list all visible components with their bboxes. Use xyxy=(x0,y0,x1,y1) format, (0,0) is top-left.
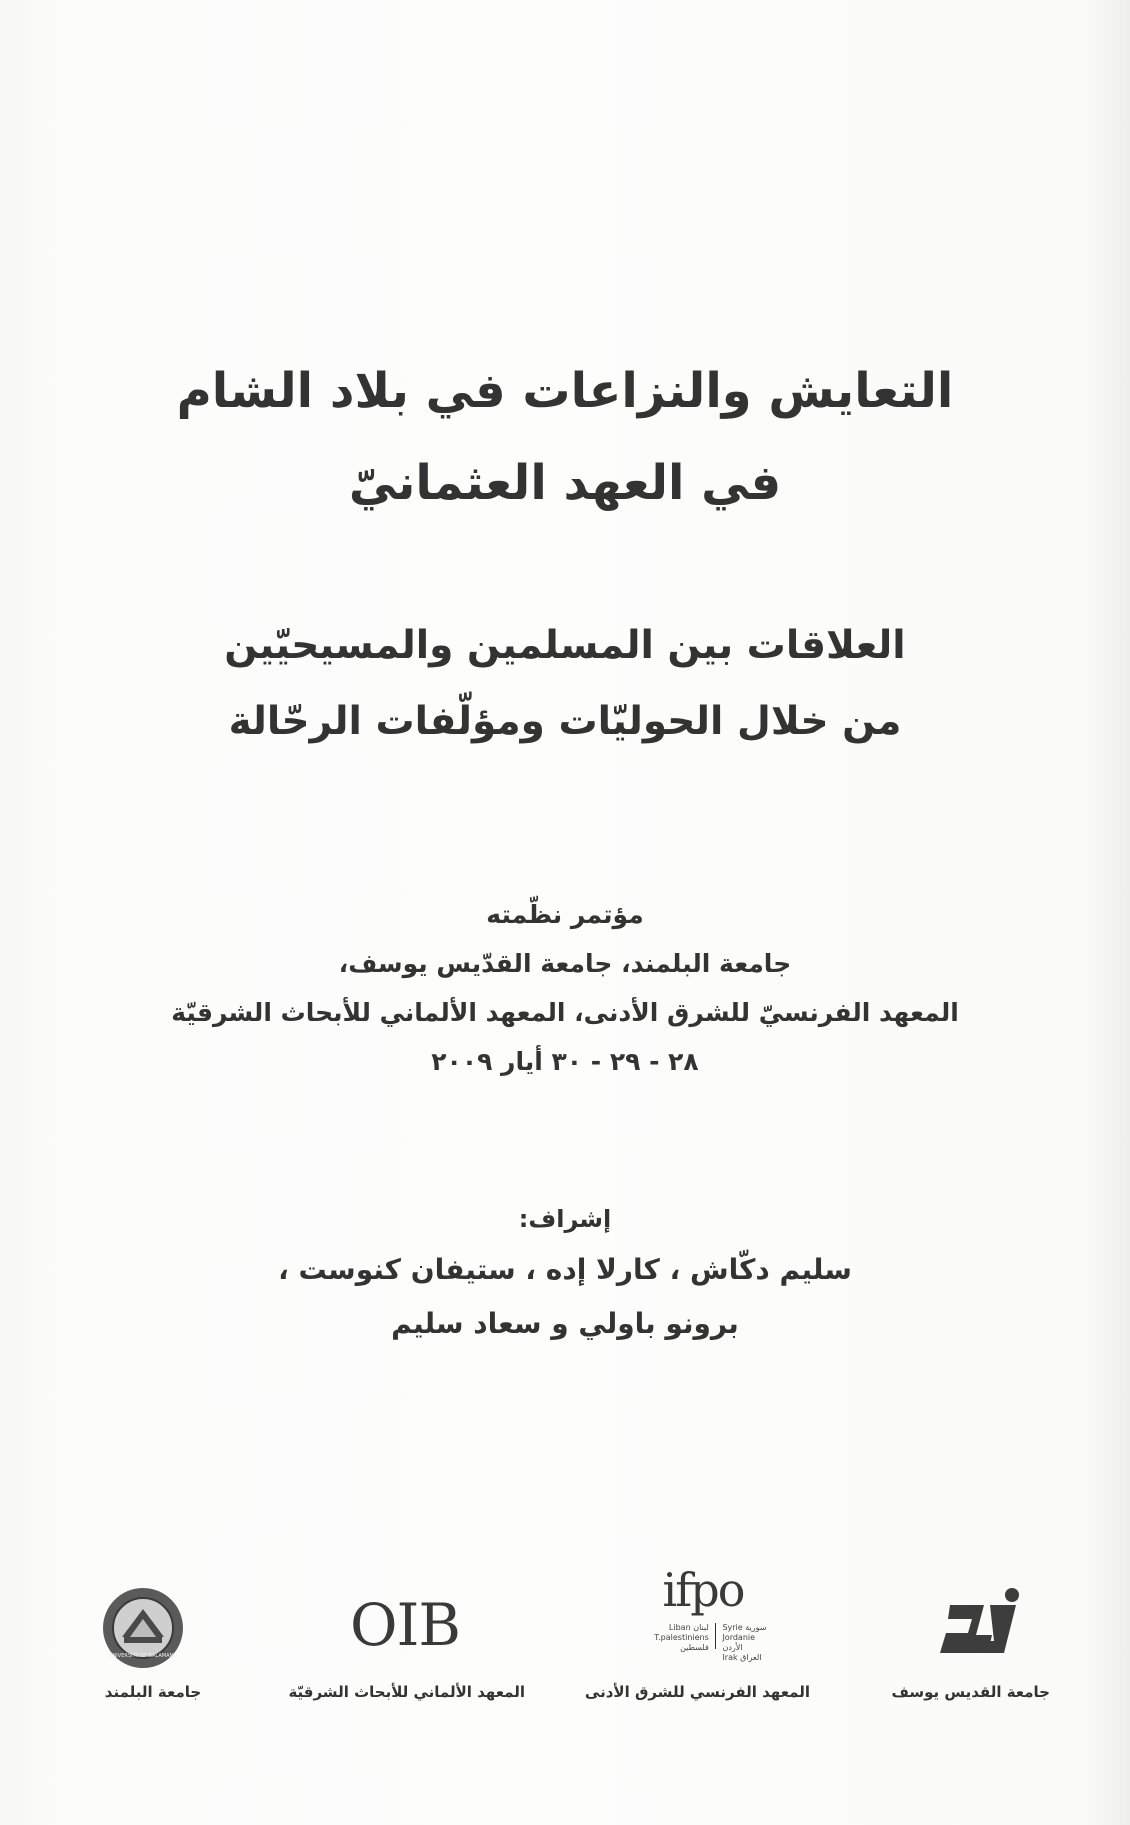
supervisors-line-2: برونو باولي و سعاد سليم xyxy=(391,1307,739,1340)
usj-logo xyxy=(930,1585,1030,1679)
organizers-line-1: جامعة البلمند، جامعة القدّيس يوسف، xyxy=(338,949,792,978)
subtitle-line-2: من خلال الحوليّات ومؤلّفات الرحّالة xyxy=(228,699,902,744)
svg-text:UNIVERSITY OF BALAMAND: UNIVERSITY OF BALAMAND xyxy=(108,1653,178,1659)
oib-logo-text: OIB xyxy=(349,1591,461,1659)
subtitle xyxy=(150,608,980,760)
ifpo-logo xyxy=(638,1565,768,1663)
usj-caption: جامعة القديس يوسف xyxy=(891,1683,1050,1701)
supervision xyxy=(140,1195,990,1351)
ifpo-country-list: Liban لبنان T.palestiniens فلسطين Syrie سورية Jordanie الأردن Irak العراق xyxy=(654,1623,767,1662)
conference-dates: ٢٨ - ٢٩ - ٣٠ أيار ٢٠٠٩ xyxy=(431,1047,699,1076)
balamand-caption: جامعة البلمند xyxy=(104,1683,202,1701)
ifpo-caption: المعهد الفرنسي للشرق الأدنى xyxy=(584,1683,810,1701)
usj-mark-icon xyxy=(932,1585,1028,1675)
organized-by-label: مؤتمر نظّمته xyxy=(486,900,644,929)
main-title-line-2: في العهد العثمانيّ xyxy=(348,455,782,511)
oib-caption: المعهد الألماني للأبحاث الشرقيّة xyxy=(288,1683,525,1701)
supervisors-line-1: سليم دكّاش ، كارلا إده ، ستيفان كنوست ، xyxy=(278,1253,852,1286)
balamand-logo xyxy=(98,1585,188,1675)
organizers-line-2: المعهد الفرنسيّ للشرق الأدنى، المعهد الألماني للأبحاث الشرقيّة xyxy=(171,998,959,1027)
ifpo-logo-text: ifpo xyxy=(662,1563,744,1617)
main-title-line-1: التعايش والنزاعات في بلاد الشام xyxy=(176,363,954,419)
supervision-label: إشراف: xyxy=(518,1205,612,1233)
ifpo-divider xyxy=(715,1623,717,1649)
balamand-seal-icon xyxy=(100,1585,186,1671)
subtitle-line-1: العلاقات بين المسلمين والمسيحيّين xyxy=(224,623,906,668)
main-title xyxy=(120,345,1010,529)
oib-logo xyxy=(345,1590,465,1660)
institution-logos xyxy=(60,1565,1060,1705)
conference-info xyxy=(140,890,990,1086)
